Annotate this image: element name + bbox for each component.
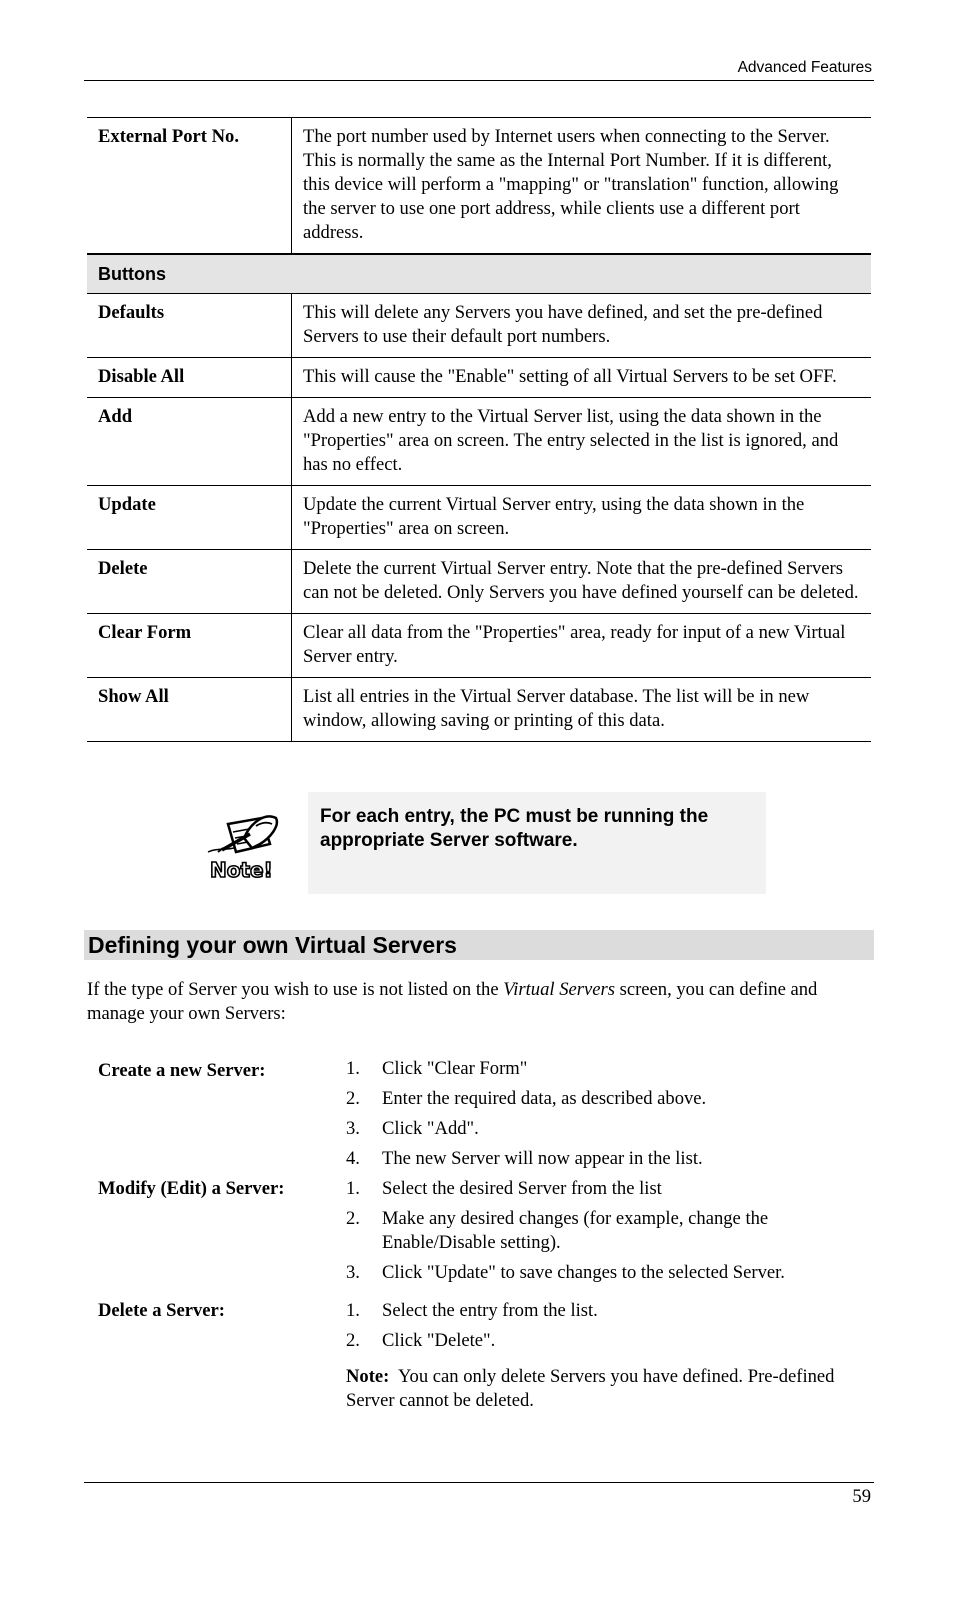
row-label: Delete <box>87 550 292 614</box>
list-item <box>346 1087 873 1111</box>
delete-note-text: You can only delete Servers you have defined. Pre-defined Server cannot be deleted. <box>346 1366 835 1411</box>
step-text: Make any desired changes (for example, change the Enable/Disable setting). <box>382 1208 769 1253</box>
table-row <box>87 118 871 255</box>
table-row <box>87 550 871 614</box>
row-label: Clear Form <box>87 614 292 678</box>
step-list <box>346 1299 873 1353</box>
table-row <box>87 358 871 398</box>
table-row <box>87 678 871 742</box>
list-item <box>346 1057 873 1081</box>
procedure-label: Modify (Edit) a Server: <box>98 1178 285 1199</box>
note-box <box>308 792 766 894</box>
intro-text-end: screen, you can define and manage your own Servers: <box>87 979 818 1024</box>
step-number: 2. <box>346 1330 360 1351</box>
delete-note <box>346 1365 873 1413</box>
list-item <box>346 1147 873 1171</box>
list-item <box>346 1329 873 1353</box>
header-rule <box>84 80 874 81</box>
intro-italic-term: Virtual Servers <box>503 979 615 1000</box>
step-text: Select the desired Server from the list <box>382 1178 662 1199</box>
procedures <box>98 1057 873 1413</box>
step-number: 2. <box>346 1088 360 1109</box>
row-description: This will cause the "Enable" setting of all Virtual Servers to be set OFF. <box>292 358 872 398</box>
intro-text-start: If the type of Server you wish to use is not listed on the <box>87 979 504 1000</box>
running-header: Advanced Features <box>737 59 872 76</box>
row-description: List all entries in the Virtual Server database. The list will be in new window, allowing saving or printing of this data. <box>292 678 872 742</box>
table-row <box>87 486 871 550</box>
step-text: Click "Delete". <box>382 1330 496 1351</box>
step-text: Enter the required data, as described above. <box>382 1088 707 1109</box>
step-number: 4. <box>346 1148 360 1169</box>
step-number: 1. <box>346 1178 360 1199</box>
section-heading-bar <box>84 930 874 960</box>
step-number: 1. <box>346 1058 360 1079</box>
step-number: 3. <box>346 1262 360 1283</box>
row-description: Clear all data from the "Properties" area, ready for input of a new Virtual Server entry. <box>292 614 872 678</box>
row-label: Add <box>87 398 292 486</box>
section-heading: Defining your own Virtual Servers <box>88 932 457 958</box>
row-description: Delete the current Virtual Server entry. Note that the pre-defined Servers can not be deleted. Only Servers you have defined yourself can be deleted. <box>292 550 872 614</box>
table-row <box>87 614 871 678</box>
step-list <box>346 1057 873 1171</box>
delete-note-label: Note: <box>346 1366 390 1387</box>
step-text: Click "Update" to save changes to the selected Server. <box>382 1262 785 1283</box>
row-label: External Port No. <box>87 118 292 255</box>
table-row <box>87 294 871 358</box>
table-row <box>87 398 871 486</box>
step-text: Click "Add". <box>382 1118 479 1139</box>
row-description: Add a new entry to the Virtual Server list, using the data shown in the "Properties" area on screen. The entry selected in the list is ignored, and has no effect. <box>292 398 872 486</box>
row-description: Update the current Virtual Server entry, using the data shown in the "Properties" area on screen. <box>292 486 872 550</box>
procedure-delete <box>98 1299 873 1413</box>
procedure-label: Create a new Server: <box>98 1060 266 1081</box>
note-icon-label: Note! <box>210 858 273 882</box>
features-table <box>87 117 871 742</box>
step-text: The new Server will now appear in the list. <box>382 1148 703 1169</box>
row-label: Disable All <box>87 358 292 398</box>
step-number: 1. <box>346 1300 360 1321</box>
page-number: 59 <box>852 1486 871 1507</box>
procedure-create <box>98 1057 873 1171</box>
row-description: The port number used by Internet users when connecting to the Server. This is normally the same as the Internal Port Number. If it is different, this device will perform a "mapping" or "translation" function, allowing the server to use one port address, while clients use a different port address. <box>292 118 872 255</box>
row-description: This will delete any Servers you have defined, and set the pre-defined Servers to use their default port numbers. <box>292 294 872 358</box>
note-callout <box>200 792 766 894</box>
list-item <box>346 1117 873 1141</box>
procedure-modify <box>98 1177 873 1285</box>
list-item <box>346 1299 873 1323</box>
section-row <box>87 254 871 294</box>
note-pen-icon <box>200 804 282 884</box>
step-number: 3. <box>346 1118 360 1139</box>
list-item <box>346 1177 873 1201</box>
step-text: Click "Clear Form" <box>382 1058 528 1079</box>
procedure-label: Delete a Server: <box>98 1300 225 1321</box>
step-text: Select the entry from the list. <box>382 1300 598 1321</box>
row-label: Defaults <box>87 294 292 358</box>
row-label: Show All <box>87 678 292 742</box>
intro-paragraph <box>87 978 871 1026</box>
step-list <box>346 1177 873 1285</box>
step-number: 2. <box>346 1208 360 1229</box>
list-item <box>346 1207 873 1255</box>
section-label: Buttons <box>87 254 871 294</box>
row-label: Update <box>87 486 292 550</box>
note-text: For each entry, the PC must be running the appropriate Server software. <box>320 806 709 851</box>
list-item <box>346 1261 873 1285</box>
footer-rule <box>84 1482 874 1483</box>
